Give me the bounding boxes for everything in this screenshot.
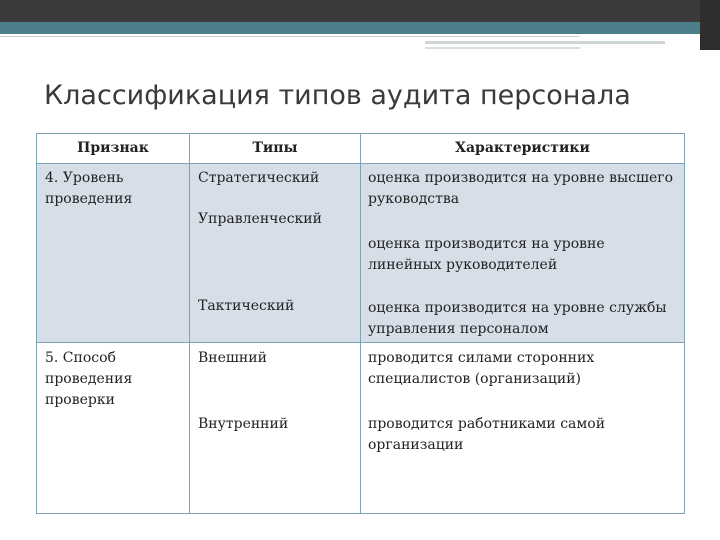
decor-line	[425, 41, 665, 44]
header-characteristics: Характеристики	[455, 140, 590, 156]
column-divider	[360, 134, 361, 513]
row-divider	[37, 342, 684, 343]
type-cell: Внутренний	[198, 416, 289, 432]
type-cell: Стратегический	[198, 170, 320, 186]
header-criterion: Признак	[77, 140, 149, 156]
top-decor-end	[700, 0, 720, 50]
type-cell: Тактический	[198, 298, 295, 314]
top-accent-bar	[0, 22, 720, 34]
decor-line	[425, 47, 580, 49]
classification-table	[36, 133, 685, 514]
criterion-cell: 5. Способ проведения проверки	[45, 350, 133, 408]
column-divider	[189, 134, 190, 513]
top-decor-bar	[0, 0, 720, 22]
type-cell: Внешний	[198, 350, 267, 366]
header-types: Типы	[252, 140, 298, 156]
characteristic-cell: оценка производится на уровне линейных руководителей	[368, 236, 605, 273]
characteristic-cell: проводится силами сторонних специалистов (организаций)	[368, 350, 595, 387]
slide-title: Классификация типов аудита персонала	[44, 80, 631, 111]
characteristic-cell: проводится работниками самой организации	[368, 416, 606, 453]
decor-line	[0, 36, 580, 37]
characteristic-cell: оценка производится на уровне службы управления персоналом	[368, 300, 667, 337]
type-cell: Управленческий	[198, 211, 322, 227]
characteristic-cell: оценка производится на уровне высшего руководства	[368, 170, 674, 207]
criterion-cell: 4. Уровень проведения	[45, 170, 133, 207]
